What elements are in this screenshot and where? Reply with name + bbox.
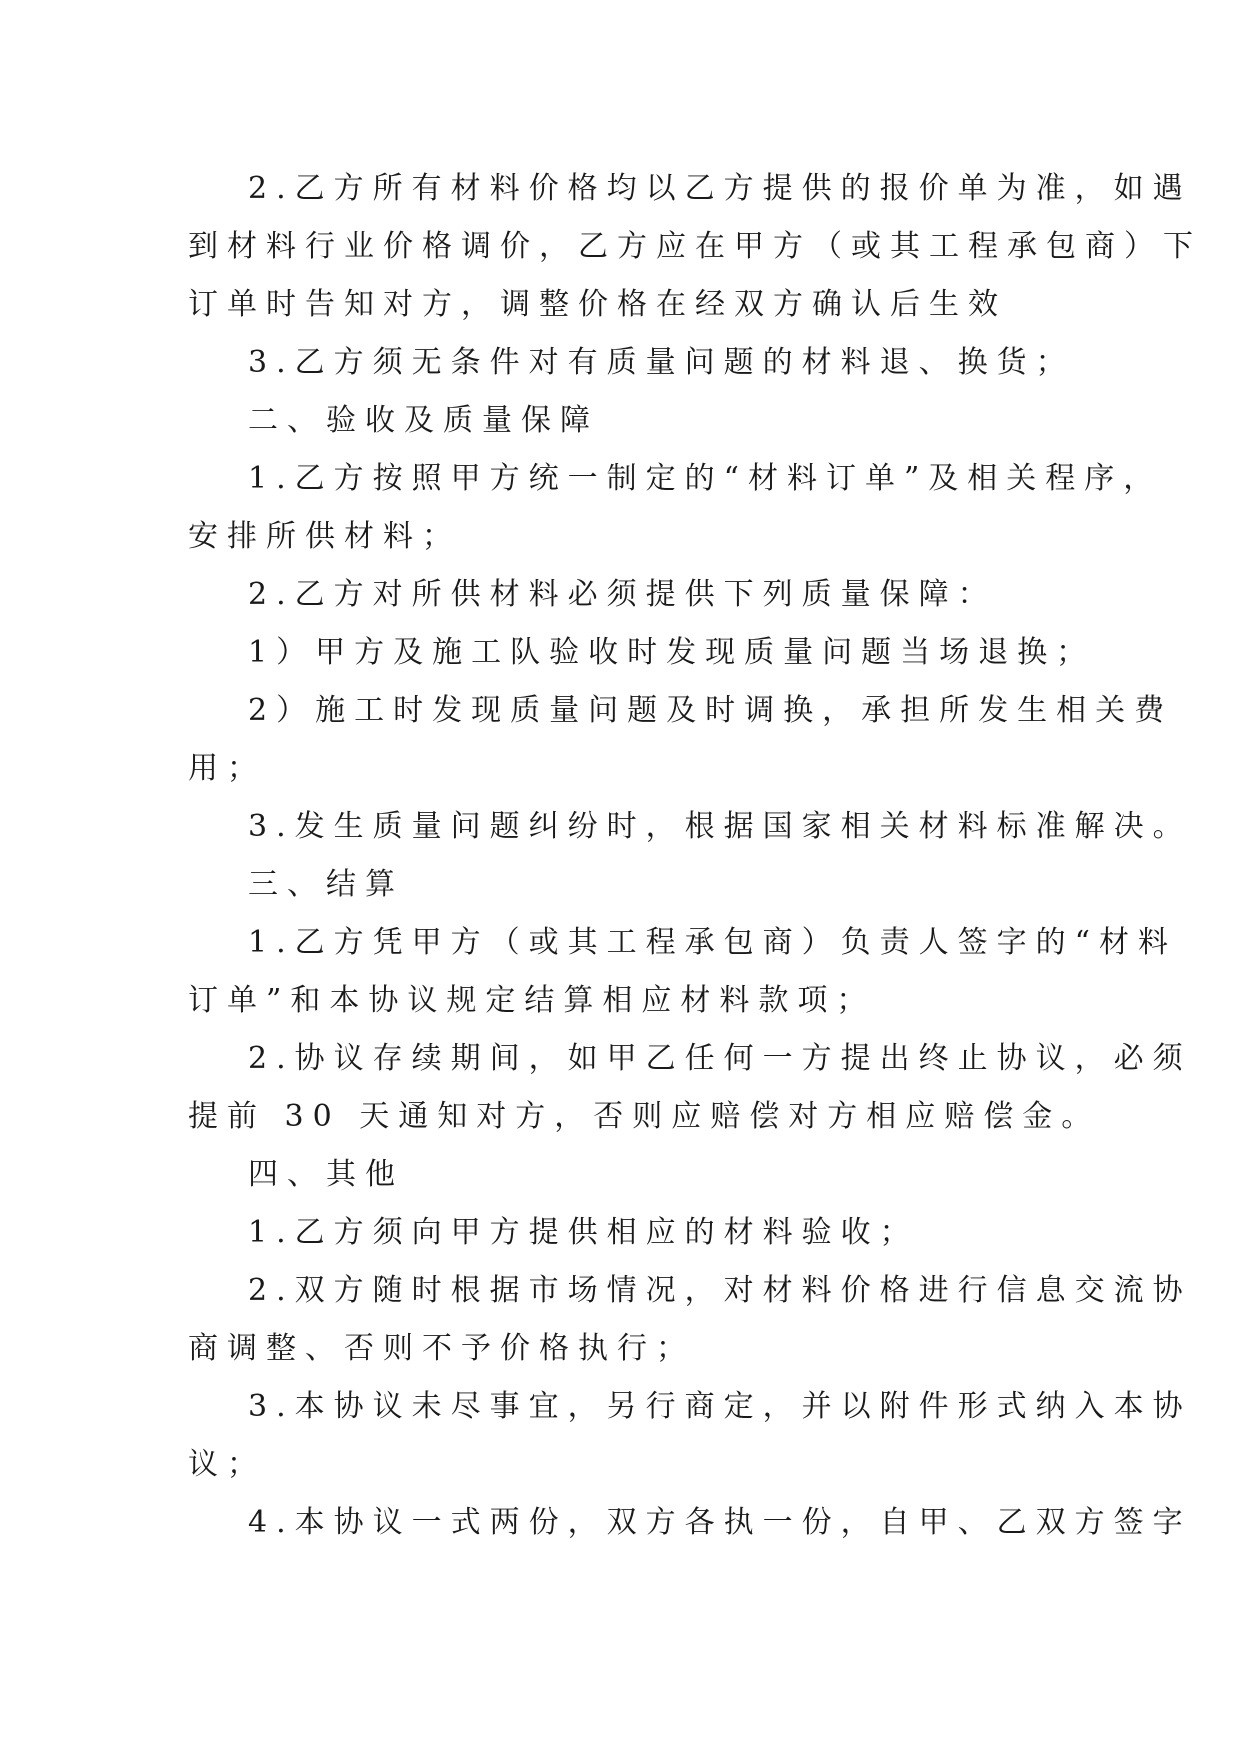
text-line: 安排所供材料；	[188, 519, 461, 554]
text-line: 2.协议存续期间，如甲乙任何一方提出终止协议，必须	[248, 1041, 1192, 1076]
text-line: 订单”和本协议规定结算相应材料款项；	[188, 983, 876, 1018]
text-line: 1）甲方及施工队验收时发现质量问题当场退换；	[248, 635, 1096, 670]
text-line: 4.本协议一式两份，双方各执一份，自甲、乙双方签字	[248, 1505, 1192, 1540]
text-line: 商调整、否则不予价格执行；	[188, 1331, 695, 1366]
text-line: 3.发生质量问题纠纷时，根据国家相关材料标准解决。	[248, 809, 1192, 844]
section-heading: 三、结算	[248, 867, 404, 902]
document-body	[188, 160, 1202, 1552]
text-line: 订单时告知对方，调整价格在经双方确认后生效	[188, 287, 1007, 322]
text-line: 到材料行业价格调价，乙方应在甲方（或其工程承包商）下	[188, 229, 1202, 264]
text-line: 2）施工时发现质量问题及时调换，承担所发生相关费	[248, 693, 1174, 728]
section-heading: 二、验收及质量保障	[248, 403, 599, 438]
section-heading: 四、其他	[248, 1157, 404, 1192]
text-line: 1.乙方须向甲方提供相应的材料验收；	[248, 1215, 919, 1250]
text-line: 2.乙方对所供材料必须提供下列质量保障：	[248, 577, 997, 612]
text-line: 用；	[188, 751, 266, 786]
text-line: 2.乙方所有材料价格均以乙方提供的报价单为准，如遇	[248, 171, 1192, 206]
text-line: 3.本协议未尽事宜，另行商定，并以附件形式纳入本协	[248, 1389, 1192, 1424]
text-line: 1.乙方凭甲方（或其工程承包商）负责人签字的“材料	[248, 925, 1177, 960]
text-line: 3.乙方须无条件对有质量问题的材料退、换货；	[248, 345, 1075, 380]
text-line: 2.双方随时根据市场情况，对材料价格进行信息交流协	[248, 1273, 1192, 1308]
text-line: 提前 30 天通知对方，否则应赔偿对方相应赔偿金。	[188, 1099, 1101, 1134]
text-line: 1.乙方按照甲方统一制定的“材料订单”及相关程序，	[248, 461, 1163, 496]
text-line: 议；	[188, 1447, 266, 1482]
